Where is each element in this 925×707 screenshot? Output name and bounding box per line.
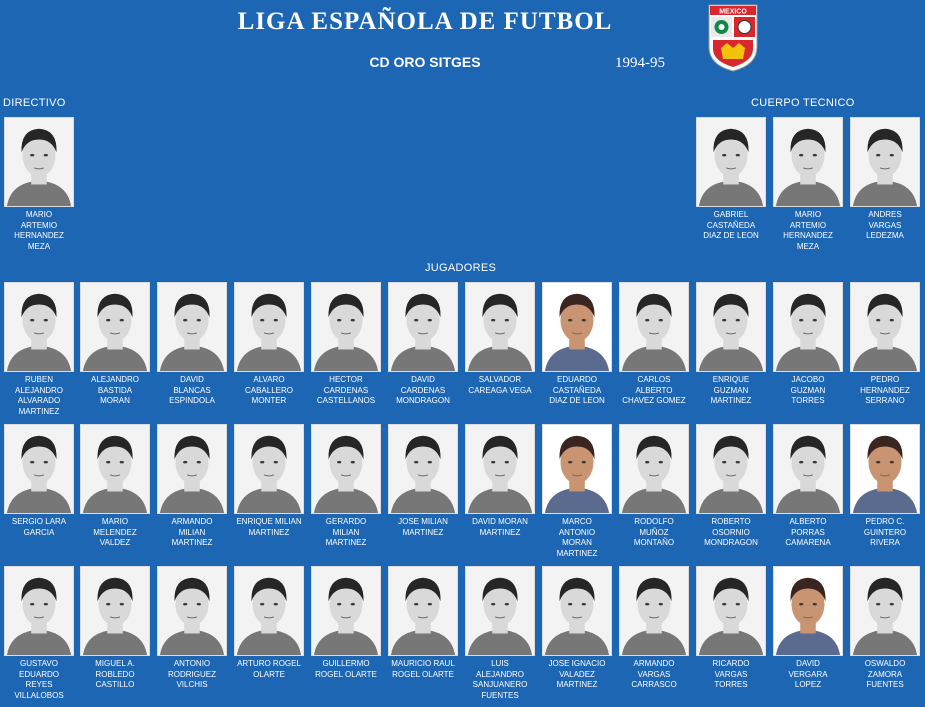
player-card	[308, 566, 384, 680]
section-cuerpo-tecnico: CUERPO TECNICO	[751, 97, 855, 109]
player-name: JOSE MILIAN MARTINEZ	[398, 517, 448, 537]
svg-text:MEXICO: MEXICO	[719, 8, 747, 16]
player-card	[1, 424, 77, 538]
player-card	[308, 424, 384, 549]
player-name: ENRIQUE MILIAN MARTINEZ	[236, 517, 302, 537]
player-name: ALEJANDRO BASTIDA MORAN	[90, 375, 139, 405]
player-card	[154, 424, 230, 549]
player-card	[308, 282, 384, 407]
player-photo	[773, 117, 843, 207]
player-photo	[850, 566, 920, 656]
player-name: DAVID MORAN MARTINEZ	[472, 517, 528, 537]
player-photo	[465, 282, 535, 372]
player-name: JACOBO GUZMAN TORRES	[790, 375, 826, 405]
player-photo	[850, 424, 920, 514]
player-card	[154, 566, 230, 691]
player-photo	[619, 424, 689, 514]
player-photo	[80, 566, 150, 656]
player-card	[231, 566, 307, 680]
player-name: GUILLERMO ROGEL OLARTE	[315, 659, 377, 679]
player-name: DAVID VERGARA LOPEZ	[788, 659, 828, 689]
player-card	[847, 566, 923, 691]
player-name: GUSTAVO EDUARDO REYES VILLALOBOS	[14, 659, 64, 700]
player-card	[847, 424, 923, 549]
player-card	[77, 282, 153, 407]
player-name: MARCO ANTONIO MORAN MARTINEZ	[556, 517, 598, 558]
player-photo	[157, 566, 227, 656]
cuerpo-tecnico-card	[847, 117, 923, 242]
player-photo	[465, 424, 535, 514]
player-card	[770, 566, 846, 691]
player-photo	[234, 566, 304, 656]
player-photo	[773, 424, 843, 514]
player-name: DAVID CARDENAS MONDRAGON	[396, 375, 450, 405]
player-card	[385, 566, 461, 680]
player-photo	[619, 566, 689, 656]
player-card	[385, 282, 461, 407]
season-label: 1994-95	[615, 55, 665, 71]
cuerpo-tecnico-card	[693, 117, 769, 242]
player-name: OSWALDO ZAMORA FUENTES	[864, 659, 906, 689]
player-card	[693, 566, 769, 691]
player-name: MAURICIO RAUL ROGEL OLARTE	[391, 659, 455, 679]
player-name: MIGUEL A. ROBLEDO CASTILLO	[95, 659, 135, 689]
player-photo	[696, 282, 766, 372]
player-photo	[234, 424, 304, 514]
cuerpo-tecnico-card	[770, 117, 846, 252]
player-name: ENRIQUE GUZMAN MARTINEZ	[710, 375, 752, 405]
player-name: ANDRES VARGAS LEDEZMA	[866, 210, 904, 240]
player-name: MARIO ARTEMIO HERNANDEZ MEZA	[14, 210, 64, 251]
player-name: MARIO ARTEMIO HERNANDEZ MEZA	[783, 210, 833, 251]
player-card	[231, 424, 307, 538]
player-card	[385, 424, 461, 538]
player-photo	[773, 282, 843, 372]
player-photo	[465, 566, 535, 656]
player-photo	[696, 117, 766, 207]
player-photo	[4, 424, 74, 514]
player-card	[693, 282, 769, 407]
player-photo	[234, 282, 304, 372]
player-card	[462, 566, 538, 701]
player-card	[1, 282, 77, 417]
player-photo	[311, 282, 381, 372]
player-name: ARMANDO VARGAS CARRASCO	[631, 659, 677, 689]
player-name: LUIS ALEJANDRO SANJUANERO FUENTES	[472, 659, 528, 700]
player-name: PEDRO C. GUINTERO RIVERA	[863, 517, 907, 547]
player-photo	[388, 282, 458, 372]
player-name: GABRIEL CASTAÑEDA DIAZ DE LEON	[703, 210, 759, 240]
player-photo	[850, 282, 920, 372]
mexico-crest-logo	[707, 3, 759, 73]
player-name: HECTOR CARDENAS CASTELLANOS	[316, 375, 376, 405]
directivo-card	[1, 117, 77, 252]
player-name: DAVID BLANCAS ESPINDOLA	[169, 375, 215, 405]
player-card	[77, 566, 153, 691]
player-name: RODOLFO MUÑOZ MONTAÑO	[633, 517, 675, 547]
player-photo	[388, 424, 458, 514]
player-card	[770, 282, 846, 407]
player-photo	[4, 566, 74, 656]
player-name: EDUARDO CASTAÑEDA DIAZ DE LEON	[549, 375, 605, 405]
section-directivo: DIRECTIVO	[3, 97, 66, 109]
player-name: ARTURO ROGEL OLARTE	[237, 659, 301, 679]
player-name: CARLOS ALBERTO CHAVEZ GOMEZ	[622, 375, 686, 405]
player-name: ALVARO CABALLERO MONTER	[244, 375, 294, 405]
player-card	[77, 424, 153, 549]
section-jugadores: JUGADORES	[425, 262, 497, 274]
player-photo	[542, 282, 612, 372]
player-photo	[157, 424, 227, 514]
player-name: ALBERTO PORRAS CAMARENA	[785, 517, 831, 547]
player-photo	[80, 424, 150, 514]
player-photo	[773, 566, 843, 656]
player-photo	[311, 566, 381, 656]
player-photo	[4, 282, 74, 372]
player-name: RUBEN ALEJANDRO ALVARADO MARTINEZ	[14, 375, 63, 416]
league-title: LIGA ESPAÑOLA DE FUTBOL	[237, 8, 613, 35]
player-name: ARMANDO MILIAN MARTINEZ	[171, 517, 213, 547]
player-photo	[80, 282, 150, 372]
player-card	[539, 424, 615, 559]
player-name: MARIO MELENDEZ VALDEZ	[93, 517, 137, 547]
player-name: JOSE IGNACIO VALADEZ MARTINEZ	[548, 659, 606, 689]
player-photo	[542, 566, 612, 656]
player-photo	[696, 424, 766, 514]
player-card	[693, 424, 769, 549]
player-card	[539, 566, 615, 691]
player-card	[462, 282, 538, 396]
player-card	[1, 566, 77, 701]
player-card	[616, 566, 692, 691]
player-photo	[157, 282, 227, 372]
club-name: CD ORO SITGES	[369, 54, 481, 70]
player-photo	[388, 566, 458, 656]
player-card	[847, 282, 923, 407]
player-card	[616, 282, 692, 407]
player-name: RICARDO VARGAS TORRES	[712, 659, 750, 689]
player-card	[539, 282, 615, 407]
player-name: GERARDO MILIAN MARTINEZ	[325, 517, 367, 547]
player-card	[770, 424, 846, 549]
player-card	[462, 424, 538, 538]
player-card	[231, 282, 307, 407]
player-photo	[850, 117, 920, 207]
player-photo	[542, 424, 612, 514]
player-card	[154, 282, 230, 407]
player-photo	[311, 424, 381, 514]
player-name: SALVADOR CAREAGA VEGA	[468, 375, 532, 395]
player-photo	[619, 282, 689, 372]
player-name: PEDRO HERNANDEZ SERRANO	[860, 375, 910, 405]
player-name: ANTONIO RODRIGUEZ VILCHIS	[168, 659, 216, 689]
player-photo	[4, 117, 74, 207]
player-photo	[696, 566, 766, 656]
player-card	[616, 424, 692, 549]
player-name: SERGIO LARA GARCIA	[11, 517, 67, 537]
player-name: ROBERTO OSORNIO MONDRAGON	[704, 517, 758, 547]
